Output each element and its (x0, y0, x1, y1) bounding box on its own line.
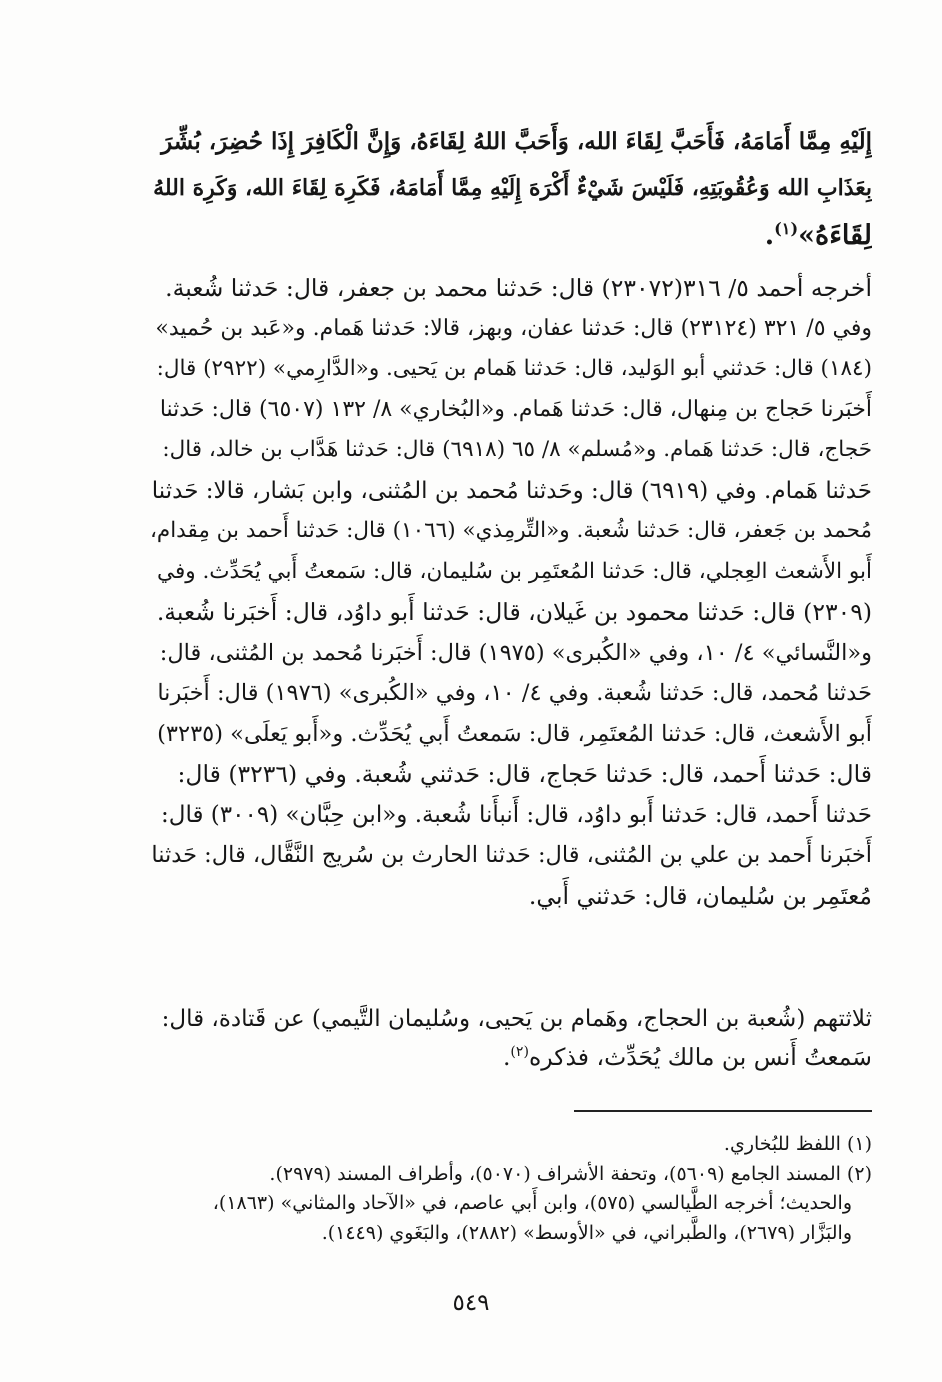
summary-line: سَمعتُ أَنس بن مالك يُحَدِّث، فذكره$^{(٢)}$. (502, 1043, 872, 1071)
summary-paragraph (150, 1000, 872, 1076)
footnote-1: (١) اللفظ للبُخاري. (723, 1133, 872, 1155)
takhrij-line: و«النَّسائي» ٤/ ١٠، وفي «الكُبرى» (١٩٧٥) قال: أَخبَرنا مُحمد بن المُثنى، قال: (159, 639, 872, 666)
takhrij-line: (١٨٤) قال: حَدثني أبو الوَليد، قال: حَدثنا هَمام بن يَحيى. و«الدَّارِمي» (٢٩٢٢) قال: (156, 356, 872, 381)
hadith-text (150, 118, 872, 259)
takhrij-line: مُحمد بن جَعفر، قال: حَدثنا شُعبة. و«التِّرمِذي» (١٠٦٦) قال: حَدثنا أَحمد بن مِقدام، (150, 518, 872, 543)
takhrij-line: حَدثنا هَمام. وفي (٦٩١٩) قال: وحَدثنا مُحمد بن المُثنى، وابن بَشار، قالا: حَدثنا (151, 477, 872, 504)
footnote-2-continued: والحديث؛ أخرجه الطَّيالسي (٥٧٥)، وابن أَبي عاصم، في «الآحاد والمثاني» (١٨٦٣)، (212, 1192, 852, 1214)
takhrij-line: قال: حَدثنا أَحمد، قال: حَدثنا حَجاج، قال: حَدثني شُعبة. وفي (٣٢٣٦) قال: (177, 760, 872, 788)
takhrij-line: أَخبَرنا حَجاج بن مِنهال، قال: حَدثنا هَمام. و«البُخاري» ٨/ ١٣٢ (٦٥٠٧) قال: حَدثنا (159, 396, 872, 422)
footnote-ref: (١) (774, 219, 799, 238)
summary-line: ثلاثتهم (شُعبة بن الحجاج، وهَمام بن يَحيى، وسُليمان التَّيمي) عن قَتادة، قال: (161, 1006, 872, 1032)
takhrij-line: مُعتَمِر بن سُليمان، قال: حَدثني أَبي. (528, 881, 872, 910)
footnote-2-continued: والبَزَّار (٢٦٧٩)، والطَّبراني، في «الأوسط» (٢٨٨٢)، والبَغَوي (١٤٤٩). (321, 1221, 852, 1244)
takhrij-line: حَدثنا أَحمد، قال: حَدثنا أَبو داوُد، قال: أَنبأَنا شُعبة. و«ابن حِبَّان» (٣٠٠٩) قال: (161, 801, 872, 828)
footnotes (150, 1130, 872, 1248)
hadith-line-text: لِقَاءَهُ» (798, 220, 872, 251)
takhrij-line: أَخبَرنا أَحمد بن علي بن المُثنى، قال: حَدثنا الحارث بن سُريج النَّقَّال، قال: حَدثنا (151, 842, 872, 868)
takhrij-line: حَجاج، قال: حَدثنا هَمام. و«مُسلم» ٨/ ٦٥ (٦٩١٨) قال: حَدثنا هَدَّاب بن خالد، قال: (162, 437, 872, 462)
takhrij-line: حَدثنا مُحمد، قال: حَدثنا شُعبة. وفي ٤/ ١٠، وفي «الكُبرى» (١٩٧٦) قال: أَخبَرنا (157, 680, 872, 706)
takhrij-paragraph (150, 268, 872, 916)
footnote-separator (574, 1110, 872, 1112)
takhrij-line: (٢٣٠٩) قال: حَدثنا محمود بن غَيلان، قال: حَدثنا أَبو داوُد، قال: أَخبَرنا شُعبة. (156, 598, 872, 626)
summary-line-text: سَمعتُ أَنس بن مالك يُحَدِّث، فذكره (529, 1043, 872, 1071)
hadith-line: بِعَذَابِ الله وَعُقُوبَتِهِ، فَلَيْسَ شَيْءٌ أَكْرَهَ إِلَيْهِ مِمَّا أَمَامَهُ، فَكَرِهَ لِقَاءَ الله، وَكَرِهَ اللهُ (153, 175, 872, 201)
page-number: ٥٤٩ (452, 1290, 490, 1316)
takhrij-line: أَبو الأَشعث، قال: حَدثنا المُعتَمِر، قال: سَمعتُ أَبي يُحَدِّث. و«أَبو يَعلَى» (٣٢٣٥) (157, 720, 872, 747)
hadith-line: لِقَاءَهُ»$^{(١)}$. (764, 219, 872, 251)
hadith-line: إِلَيْهِ مِمَّا أَمَامَهُ، فَأَحَبَّ لِقَاءَ الله، وَأَحَبَّ اللهُ لِقَاءَهُ، وَإِنَّ الْكَافِرَ إِذَا حُضِرَ، بُشِّرَ (161, 128, 872, 155)
takhrij-line: وفي ٥/ ٣٢١ (٢٣١٢٤) قال: حَدثنا عفان، وبهز، قالا: حَدثنا هَمام. و«عَبد بن حُميد» (155, 315, 872, 341)
footnote-2: (٢) المسند الجامع (٥٦٠٩)، وتحفة الأشراف (٥٠٧٠)، وأطراف المسند (٢٩٧٩). (269, 1162, 872, 1185)
takhrij-line: أخرجه أحمد ٥/ ٣١٦(٢٣٠٧٢) قال: حَدثنا محمد بن جعفر، قال: حَدثنا شُعبة. (165, 274, 872, 302)
takhrij-line: أَبو الأَشعث العِجلي، قال: حَدثنا المُعتَمِر بن سُليمان، قال: سَمعتُ أَبي يُحَدِّث. وفي (157, 558, 872, 584)
footnote-ref: (٢) (510, 1044, 529, 1061)
